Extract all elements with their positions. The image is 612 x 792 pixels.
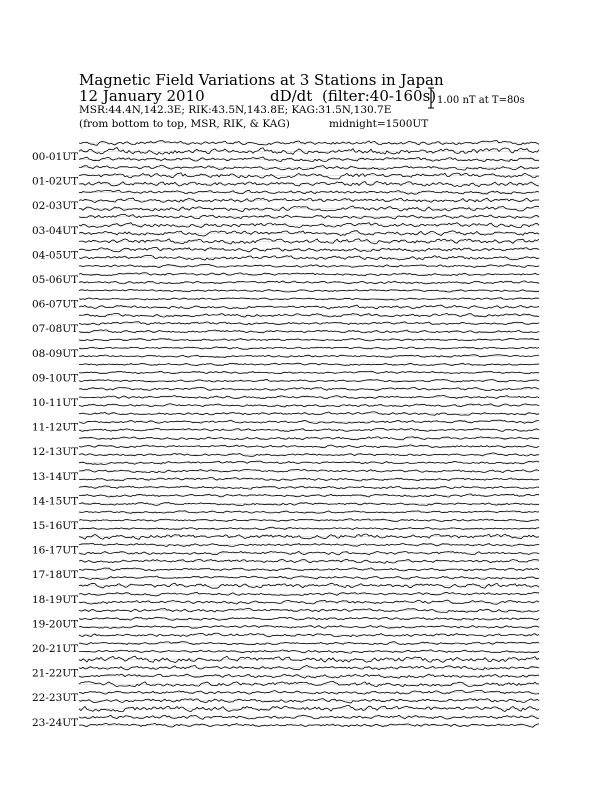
panel-label: 18-19UT — [32, 593, 79, 606]
station-trace — [79, 182, 539, 187]
chart-filter: (filter:40-160s) — [322, 87, 437, 105]
scale-bar — [428, 88, 525, 108]
station-order-note: (from bottom to top, MSR, RIK, & KAG) — [79, 118, 290, 130]
chart-quantity: dD/dt — [270, 87, 313, 105]
panel-label: 16-17UT — [32, 544, 79, 557]
panel-label: 11-12UT — [32, 421, 79, 434]
panel-label: 04-05UT — [32, 249, 79, 262]
panel-label: 03-04UT — [32, 224, 79, 237]
chart-date: 12 January 2010 — [79, 87, 205, 105]
panel-label: 09-10UT — [32, 372, 79, 385]
panel-label: 20-21UT — [32, 643, 79, 655]
panel-label: 00-01UT — [32, 151, 79, 163]
midnight-note: midnight=1500UT — [329, 118, 429, 130]
station-trace — [79, 190, 539, 194]
panel-label: 01-02UT — [32, 175, 79, 188]
panel-label: 12-13UT — [32, 446, 79, 459]
station-trace — [79, 511, 539, 514]
station-trace — [79, 543, 539, 546]
panel-label: 06-07UT — [32, 298, 79, 311]
panel-label: 15-16UT — [32, 520, 79, 532]
chart-title: Magnetic Field Variations at 3 Stations in Japan — [79, 71, 444, 89]
station-trace — [79, 705, 539, 711]
panel-label: 10-11UT — [32, 397, 79, 409]
station-coordinates: MSR:44.4N,142.3E; RIK:43.5N,143.8E; KAG:31.5N,130.7E — [79, 104, 392, 116]
panel-label: 14-15UT — [32, 495, 79, 508]
scale-bar-label: 1.00 nT at T=80s — [437, 95, 525, 106]
panel-label: 17-18UT — [32, 569, 79, 582]
panel-label: 13-14UT — [32, 470, 79, 483]
station-trace — [79, 290, 539, 293]
panel-label: 05-06UT — [32, 274, 79, 286]
panel-label: 07-08UT — [32, 323, 79, 336]
panel-label: 02-03UT — [32, 200, 79, 213]
panel-label: 21-22UT — [32, 667, 79, 680]
panel-label: 22-23UT — [32, 692, 79, 705]
panel-label: 08-09UT — [32, 347, 79, 360]
trace-panels — [32, 141, 540, 729]
panel-label: 23-24UT — [32, 716, 79, 729]
panel-label: 19-20UT — [32, 618, 79, 631]
chart-header — [79, 71, 444, 130]
